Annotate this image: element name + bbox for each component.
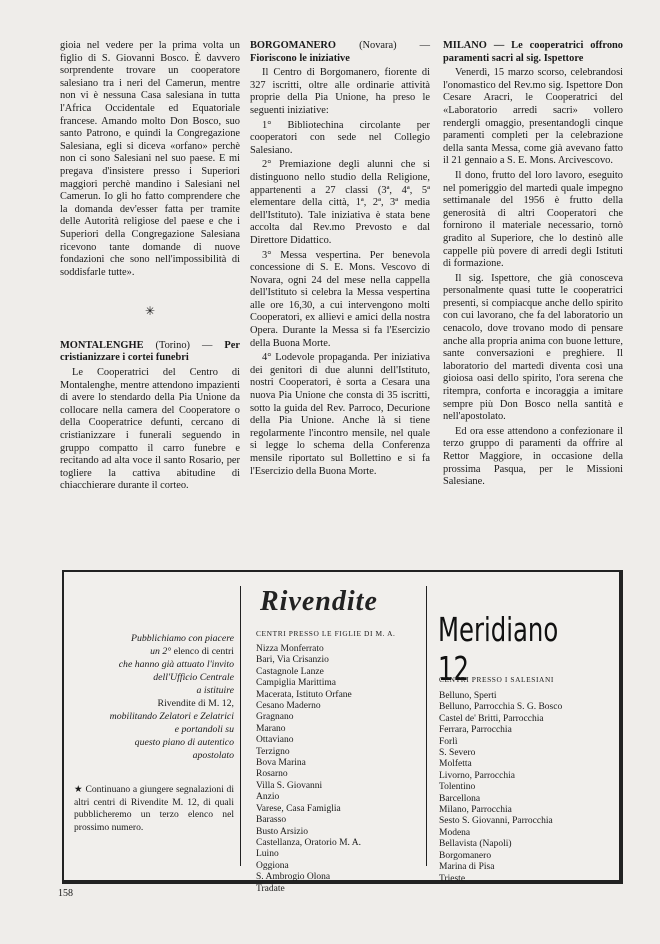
list-item: Bova Marina [256, 758, 306, 769]
heading-province: (Novara) — [359, 40, 430, 51]
intro-line: e portandoli su [174, 724, 234, 735]
list-item: Ferrara, Parrocchia [439, 725, 512, 736]
list-item: Marina di Pisa [439, 862, 495, 873]
list-item: Milano, Parrocchia [439, 805, 512, 816]
continued-paragraph: gioia nel vedere per la prima volta un figlio di S. Giovanni Bosco. È davvero sorprendente trovare un cooperatore salesiano tra i neri del Camerun, mentre non vi è nessuna Casa salesiana in tutta l'Africa Occidentale ed Equatoriale francese. Amando molto Don Bosco, suo santo Patrono, e quindi la Congregazione Salesiana, egli si diceva «orfano» perchè non ci sono Salesiani nel suo paese. E mi pregava d'insistere presso i Superiori maggiori perchè mandino i Salesiani nel Camerun. Io gli ho fatto comprendere che la domanda dev'esser fatta per tramite delle Autorità religiose del paese e che i Superiori della Congregazione Salesiana ricevono tante domande di nuove fondazioni che sono nell'impossibilità di soddisfarle tutte». [60, 40, 240, 278]
heading-place: MONTALENGHE [60, 339, 144, 351]
paragraph: 4° Lodevole propaganda. Per iniziativa dei genitori di due alunni dell'Istituto, nostri Cooperatori, è sorta a Cesara una nuova Pia Unione che consta di 35 iscritti, sotto la guida del Rev. Parroco, Decurione della Pia Unione. Anche là si tiene regolarmente l'incontro mensile, nel quale si legge lo schema della Conferenza mensile riportato sul Bollettino e si fa l'Esercizio della Buona Morte. [250, 352, 430, 477]
list-item: Varese, Casa Famiglia [256, 803, 341, 814]
intro-line: a istituire [196, 685, 234, 696]
article-heading-montalenghe [60, 340, 240, 365]
list-item: Barcellona [439, 793, 481, 804]
list-item: Belluno, Sperti [439, 691, 497, 701]
list-item: Forlì [439, 736, 458, 747]
intro-line: apostolato [192, 750, 234, 761]
list-item: Belluno, Parrocchia S. G. Bosco [439, 702, 563, 713]
list-item: Cesano Maderno [256, 701, 321, 712]
list-item: Luino [256, 849, 279, 860]
list-item: Sesto S. Giovanni, Parrocchia [439, 816, 553, 827]
continuation-note: ★ Continuano a giungere segnalazioni di altri centri di Rivendite M. 12, di quali pubblicheremo un terzo elenco nel prossimo numero. [74, 784, 234, 833]
list-item: Terzigno [256, 746, 290, 757]
list-item: Anzio [256, 792, 280, 803]
list-item: Oggiona [256, 860, 289, 871]
intro-line [74, 645, 234, 658]
heading-title: Fioriscono le iniziative [250, 52, 350, 64]
list-item: Busto Arsizio [256, 826, 308, 837]
list-item: Macerata, Istituto Orfane [256, 689, 352, 700]
article-body: Le Cooperatrici del Centro di Montalenghe, mentre attendono impazienti di avere lo stendardo della Pia Unione da collocare nella camera del Cooperatore o della Cooperatrice defunti, cercano di cristianizzare i funerali seguendo in gruppo compatto il carro funebre e recitando ad alta voce il santo Rosario, per togliere la cattiva abitudine di chiacchierare durante il corteo. [60, 367, 240, 492]
intro-line: Pubblichiamo con piacere [130, 633, 234, 644]
rivendite-intro [74, 632, 234, 834]
paragraph: 1° Bibliotechina circolante per cooperatori con sede nel Collegio Salesiano. [250, 119, 430, 156]
list-item: Villa S. Giovanni [256, 780, 323, 791]
salesian-centers-list [439, 691, 562, 885]
list-item: Castel de' Britti, Parrocchia [439, 713, 544, 724]
list-item: Barasso [256, 815, 287, 826]
list-item: Bari, Via Crisanzio [256, 655, 329, 666]
intro-part: elenco di centri [173, 646, 234, 657]
paragraph: Ed ora esse attendono a confezionare il terzo gruppo di paramenti da offrire al Rettor Maggiore, in occasione della prossima Pasqua, per le Missioni Salesiane. [443, 425, 623, 488]
list-item: Ottaviano [256, 735, 294, 746]
list-item: Tradate [256, 883, 285, 894]
paragraph: 2° Premiazione degli alunni che si distinguono nello studio della Religione, appartenenti a 27 classi (3ª, 4ª, 5ª elementare della città, 1ª, 2ª, 3ª media dell'Istituto). Tale iniziativa è stata bene accolta dal Rev.mo Prevosto e dal Direttore Didattico. [250, 159, 430, 246]
paragraph: Il dono, frutto del loro lavoro, eseguito nel pomeriggio del martedì quale impegno settimanale del 1956 è frutto della generosità di altri Cooperatori che fornirono il materiale necessario, tornò gradito al Superiore, che lo destinò alle cappelle più povere di arredi degli Istituti di formazione. [443, 169, 623, 270]
list-item: Livorno, Parrocchia [439, 770, 515, 781]
divider [426, 586, 427, 866]
article-heading-milano [443, 40, 623, 65]
meridiano-12-logo: Meridiano 12 [438, 610, 559, 688]
article-heading-borgomanero [250, 40, 430, 65]
salesian-centers-subtitle: CENTRI PRESSO I SALESIANI [439, 675, 554, 684]
column-right [443, 40, 623, 491]
intro-line: dell'Ufficio Centrale [153, 672, 234, 683]
asterisk-separator-icon: ✳ [144, 304, 156, 319]
paragraph: Venerdì, 15 marzo scorso, celebrandosi l'onomastico del Rev.mo sig. Ispettore Don Cesare Aracri, le Cooperatrici del «Laboratorio arredi sacri» vollero rendergli omaggio, presentandogli cinque paramenti completi per la celebrazione della santa Messa, come già avevano fatto il 21 gennaio a S. E. Mons. Arcivescovo. [443, 67, 623, 167]
list-item: S. Ambrogio Olona [256, 872, 331, 883]
list-item: Rosarno [256, 769, 288, 780]
intro-line: che hanno già attuato l'invito [118, 659, 234, 670]
list-item: Trieste [439, 873, 466, 884]
heading-title: — Le cooperatrici offrono paramenti sacri al sig. Ispettore [443, 40, 623, 64]
heading-province: (Torino) — [155, 339, 213, 351]
intro-line: questo piano di autentico [134, 737, 234, 748]
list-item: Nizza Monferrato [256, 644, 324, 654]
fma-centers-list [256, 644, 361, 895]
column-middle [250, 40, 430, 480]
list-item: Molfetta [439, 759, 472, 770]
intro-text [74, 632, 234, 762]
page-number: 158 [58, 888, 73, 899]
intro-line: Rivendite di M. 12, [157, 698, 234, 709]
list-item: Bellavista (Napoli) [439, 839, 512, 850]
heading-place: MILANO [443, 40, 487, 51]
paragraph: Il sig. Ispettore, che già conosceva personalmente quasi tutte le cooperatrici presenti, si compiacque anche dello spirito con cui lavorano, che fa del laboratorio un cenacolo, dove trovano modo di pensare anche alla propria anima con buone letture, sante conversazioni e preghiere. Il laboratorio del martedì diventa così una gioiosa oasi dello spirito, l'ora serena che ritempra, conforta e incoraggia a imitare sempre più Don Bosco nella santità e nell'apostolato. [443, 272, 623, 423]
list-item: S. Severo [439, 748, 476, 759]
rivendite-title: Rivendite [260, 586, 378, 617]
list-item: Gragnano [256, 712, 294, 723]
column-left [60, 40, 240, 495]
rivendite-box [62, 570, 623, 894]
list-item: Modena [439, 827, 471, 838]
divider [240, 586, 241, 866]
list-item: Marano [256, 723, 286, 734]
intro-line: mobilitando Zelatori e Zelatrici [109, 711, 234, 722]
paragraph: 3° Messa vespertina. Per benevola concessione di S. E. Mons. Vescovo di Novara, ogni 24 del mese nella cappella dell'Istituto si celebra la Messa vespertina alle ore 16,30, a cui intervengono molti Cooperatori, ex allievi e amici della nostra Opera. Durante la Messa si fa l'Esercizio della Buona Morte. [250, 249, 430, 349]
list-item: Campiglia Marittima [256, 678, 336, 689]
heading-title: Per cristianizzare i cortei funebri [60, 339, 240, 364]
list-item: Borgomanero [439, 850, 492, 861]
list-item: Tolentino [439, 782, 476, 793]
heading-place: BORGOMANERO [250, 40, 337, 51]
fma-centers-subtitle: CENTRI PRESSO LE FIGLIE DI M. A. [256, 629, 396, 638]
list-item: Castellanza, Oratorio M. A. [256, 837, 362, 848]
intro-part: un 2° [150, 646, 174, 657]
paragraph: Il Centro di Borgomanero, fiorente di 327 iscritti, oltre alle ordinarie attività proprie della Pia Unione, ha preso le seguenti iniziative: [250, 67, 430, 116]
list-item: Castagnole Lanze [256, 666, 324, 677]
